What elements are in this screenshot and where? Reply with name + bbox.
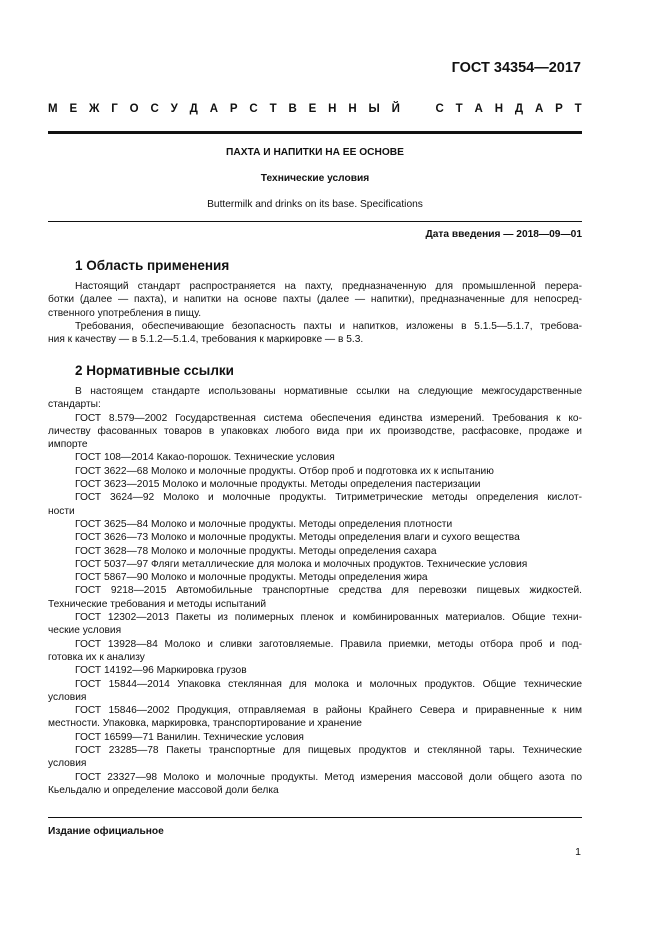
banner-letter: С xyxy=(249,103,258,115)
text-line: Настоящий стандарт распространяется на пахту, предназначенную для промышленной перера- xyxy=(75,281,582,292)
reference-line: ГОСТ 15844—2014 Упаковка стеклянная для молока и молочных продуктов. Общие технические xyxy=(75,678,582,690)
banner-letter: У xyxy=(170,103,178,115)
reference-line: местности. Упаковка, маркировка, транспортирование и хранение xyxy=(48,718,362,730)
reference-line: ГОСТ 23327—98 Молоко и молочные продукты. Метод измерения массовой доли общего азота по xyxy=(75,771,582,783)
text-line: ния к качеству — в 5.1.2—5.1.4, требования к маркировке — в 5.3. xyxy=(48,334,364,346)
reference-line: ГОСТ 23285—78 Пакеты транспортные для пищевых продуктов и стеклянной тары. Технические xyxy=(75,745,582,757)
reference-line: ГОСТ 3624—92 Молоко и молочные продукты. Титриметрические методы определения кислот- xyxy=(75,492,582,504)
text-line: стандарты: xyxy=(48,399,101,411)
gost-number: ГОСТ 34354—2017 xyxy=(451,60,581,76)
banner-letter: Р xyxy=(229,103,238,115)
reference-line: ГОСТ 3625—84 Молоко и молочные продукты. Методы определения плотности xyxy=(75,518,453,530)
banner-letter: В xyxy=(288,103,297,115)
banner-letter: Е xyxy=(69,103,78,115)
title-divider xyxy=(48,221,582,222)
document-subtitle: Технические условия xyxy=(260,173,370,184)
reference-line: условия xyxy=(48,758,87,770)
banner-letter: О xyxy=(129,103,139,115)
banner-letter: С xyxy=(435,103,444,115)
official-edition-label: Издание официальное xyxy=(48,826,164,837)
section-1-body xyxy=(48,280,582,346)
reference-line: Технические требования и методы испытаний xyxy=(48,598,267,610)
banner-letter: Д xyxy=(514,103,524,115)
introduction-date: Дата введения — 2018—09—01 xyxy=(425,229,582,240)
banner-letter: Н xyxy=(328,103,337,115)
interstate-standard-banner xyxy=(48,103,582,115)
reference-line: условия xyxy=(48,691,87,703)
banner-letter: Т xyxy=(574,103,582,115)
reference-line: ГОСТ 12302—2013 Пакеты из полимерных пленок и комбинированных материалов. Общие техни- xyxy=(75,612,582,624)
reference-line: ГОСТ 3626—73 Молоко и молочные продукты. Методы определения влаги и сухого вещества xyxy=(75,532,520,544)
page-number: 1 xyxy=(575,846,581,858)
reference-line: ГОСТ 9218—2015 Автомобильные транспортные средства для перевозки пищевых жидкостей. xyxy=(75,585,582,597)
text-line: ственного употребления в пищу. xyxy=(48,307,202,319)
reference-line: ГОСТ 3623—2015 Молоко и молочные продукты. Методы определения пастеризации xyxy=(75,479,481,491)
banner-letter: Ы xyxy=(368,103,380,115)
banner-letter: Т xyxy=(455,103,463,115)
banner-letter: А xyxy=(474,103,483,115)
text-line: В настоящем стандарте использованы нормативные ссылки на следующие межгосударственные xyxy=(75,386,582,397)
reference-line: ГОСТ 108—2014 Какао-порошок. Технические условия xyxy=(75,452,335,464)
english-title: Buttermilk and drinks on its base. Specifications xyxy=(207,199,423,210)
reference-line: ности xyxy=(48,505,75,517)
text-line: ботки (далее — пахта), и напитки на основе пахты (далее — напитки), предназначенные для непосред- xyxy=(48,294,582,306)
reference-line: личеству фасованных товаров в упаковках любого вида при их производстве, расфасовке, продаже и xyxy=(48,425,582,437)
reference-line: ГОСТ 3628—78 Молоко и молочные продукты. Методы определения сахара xyxy=(75,545,437,557)
banner-letter: Е xyxy=(308,103,317,115)
reference-line: ГОСТ 13928—84 Молоко и сливки заготовляемые. Правила приемки, методы отбора проб и под- xyxy=(75,638,582,650)
document-title: ПАХТА И НАПИТКИ НА ЕЕ ОСНОВЕ xyxy=(226,147,404,158)
header-divider xyxy=(48,131,582,134)
reference-line: ческие условия xyxy=(48,625,122,637)
reference-line: ГОСТ 5037—97 Фляги металлические для молока и молочных продуктов. Технические условия xyxy=(75,558,528,570)
reference-line: ГОСТ 5867—90 Молоко и молочные продукты. Методы определения жира xyxy=(75,572,428,584)
banner-letter: Р xyxy=(555,103,563,115)
reference-line: импорте xyxy=(48,439,88,451)
banner-letter: Г xyxy=(111,103,118,115)
banner-letter: Н xyxy=(494,103,504,115)
banner-letter: Й xyxy=(391,103,400,115)
reference-line: ГОСТ 14192—96 Маркировка грузов xyxy=(75,665,247,677)
banner-letter: А xyxy=(209,103,219,115)
reference-line: ГОСТ 8.579—2002 Государственная система обеспечения единства измерений. Требования к ко- xyxy=(75,412,582,424)
reference-line: готовка их к анализу xyxy=(48,651,145,663)
banner-letter: Т xyxy=(269,103,277,115)
section-2-body xyxy=(48,385,582,797)
banner-letter: М xyxy=(48,103,58,115)
banner-letter: С xyxy=(150,103,159,115)
text-line: Требования, обеспечивающие безопасность пахты и напитков, изложены в 5.1.5—5.1.7, требова- xyxy=(75,320,582,332)
banner-letter: Ж xyxy=(88,103,100,115)
footer-divider xyxy=(48,817,582,818)
banner-letter: Д xyxy=(189,103,198,115)
reference-line: Кьельдалю и определение массовой доли белка xyxy=(48,784,279,796)
banner-letter: А xyxy=(534,103,544,115)
section-1-heading: 1 Область применения xyxy=(75,258,230,273)
reference-line: ГОСТ 15846—2002 Продукция, отправляемая в районы Крайнего Севера и приравненные к ним xyxy=(75,705,582,717)
reference-line: ГОСТ 3622—68 Молоко и молочные продукты. Отбор проб и подготовка их к испытанию xyxy=(75,465,494,477)
reference-line: ГОСТ 16599—71 Ванилин. Технические условия xyxy=(75,731,304,743)
section-2-heading: 2 Нормативные ссылки xyxy=(75,363,234,378)
banner-letter: Н xyxy=(348,103,357,115)
